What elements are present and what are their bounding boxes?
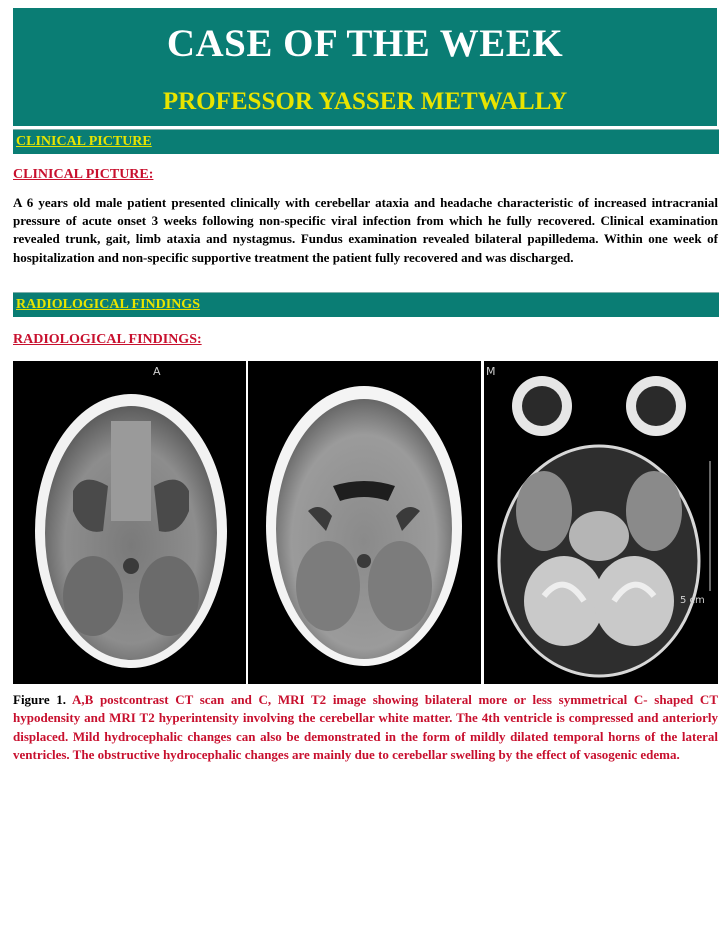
scan-c-label: M	[486, 365, 496, 378]
title-banner	[13, 8, 717, 126]
clinical-heading: CLINICAL PICTURE:	[13, 167, 154, 182]
author-name: PROFESSOR YASSER METWALLY	[162, 88, 568, 115]
clinical-section-bar	[13, 129, 719, 154]
scan-c-scale-label: 5 cm	[680, 595, 705, 606]
radiology-section-link[interactable]: RADIOLOGICAL FINDINGS	[16, 297, 200, 312]
radiology-heading: RADIOLOGICAL FINDINGS:	[13, 332, 202, 347]
scan-a-label: A	[153, 365, 161, 378]
mri-scan-c-graphic	[484, 361, 718, 684]
ct-scan-a-graphic	[13, 361, 246, 684]
figure-caption	[13, 691, 718, 764]
mri-scan-c-image	[484, 361, 718, 684]
ct-scan-b-graphic	[248, 361, 481, 684]
ct-scan-b-image	[248, 361, 481, 684]
radiology-section-bar	[13, 292, 719, 317]
figure-caption-text: A,B postcontrast CT scan and C, MRI T2 image showing bilateral more or less symmetrical C- shaped CT hypodensity and MRI T2 hyperintensity involving the cerebellar white matter. The 4th ventricle is compressed and anteriorly displaced. Mild hydrocephalic changes can also be demonstrated in the form of mildly dilated temporal horns of the lateral ventricles. The obstructive hydrocephalic changes are mainly due to cerebellar swelling by the effect of vasogenic edema.	[13, 692, 718, 762]
figure-caption-lead: Figure 1.	[13, 692, 67, 707]
clinical-section-link[interactable]: CLINICAL PICTURE	[16, 134, 152, 149]
page-title: CASE OF THE WEEK	[166, 22, 564, 65]
ct-scan-a-image	[13, 361, 246, 684]
clinical-text: A 6 years old male patient presented clinically with cerebellar ataxia and headache characteristic of increased intracranial pressure of acute onset 3 weeks following non-specific viral infection from which he fully recovered. Clinical examination revealed trunk, gait, limb ataxia and nystagmus. Fundus examination revealed bilateral papilledema. Within one week of hospitalization and non-specific supportive treatment the patient fully recovered and was discharged.	[13, 195, 718, 265]
